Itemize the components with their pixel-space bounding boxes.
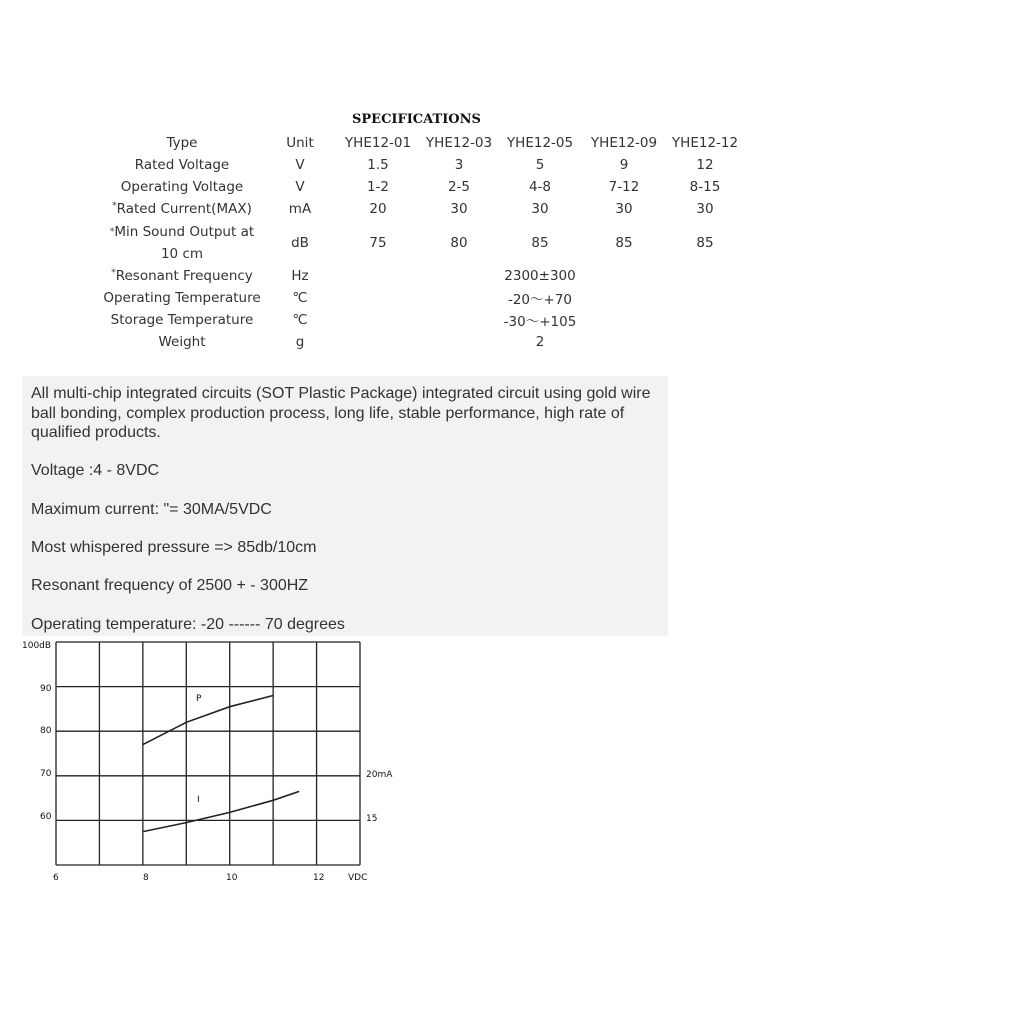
value-cell: 2 — [535, 334, 545, 350]
param-label: Resonant Frequency — [115, 268, 253, 284]
header-model: YHE12-05 — [506, 135, 574, 151]
header-model: YHE12-01 — [344, 135, 412, 151]
unit-cell: g — [295, 334, 305, 350]
param-cell — [100, 265, 264, 287]
description-box — [22, 376, 668, 636]
value-cell: 85 — [696, 234, 714, 251]
description-max-current: Maximum current: "= 30MA/5VDC — [31, 501, 272, 518]
header-unit: Unit — [286, 135, 314, 151]
description-resonant: Resonant frequency of 2500 + - 300HZ — [31, 577, 309, 594]
right-axis-label: 15 — [366, 814, 378, 824]
table-row — [100, 265, 744, 287]
param-cell — [100, 220, 264, 265]
value-cell: 5 — [535, 157, 545, 173]
specifications-table — [100, 132, 744, 353]
param-label: Operating Voltage — [120, 179, 244, 195]
value-cell: 75 — [369, 234, 387, 251]
header-model: YHE12-03 — [425, 135, 493, 151]
table-row — [100, 154, 744, 176]
series-line-i — [143, 791, 299, 831]
value-cell: 12 — [696, 157, 714, 173]
y-tick-label: 70 — [40, 769, 52, 779]
table-row — [100, 331, 744, 353]
x-tick-label: 6 — [53, 873, 59, 883]
param-label: Rated Current(MAX) — [116, 201, 252, 217]
table-row — [100, 309, 744, 331]
value-cell: 20 — [369, 201, 387, 217]
param-label: Min Sound Output at 10 cm — [114, 223, 255, 262]
value-cell: 30 — [531, 201, 549, 217]
footnote-star: * — [109, 226, 115, 237]
right-axis-label: 20mA — [366, 770, 393, 780]
x-axis-unit-label: VDC — [348, 873, 368, 883]
value-cell: 1.5 — [367, 157, 389, 173]
header-model: YHE12-09 — [590, 135, 658, 151]
param-label: Storage Temperature — [110, 312, 254, 328]
chart-grid — [56, 642, 360, 865]
series-line-p — [143, 696, 273, 745]
series-label-p: P — [196, 694, 202, 704]
unit-cell: ℃ — [292, 290, 308, 306]
unit-cell: dB — [291, 234, 309, 251]
value-cell: 8-15 — [689, 179, 721, 195]
param-label: Rated Voltage — [134, 157, 230, 173]
value-cell: 3 — [454, 157, 464, 173]
description-intro: All multi-chip integrated circuits (SOT Plastic Package) integrated circuit using gold wire ball bonding, complex production process, long life, stable performance, high rate of qualified products. — [31, 385, 651, 441]
description-pressure: Most whispered pressure => 85db/10cm — [31, 539, 317, 556]
value-cell: 2300±300 — [504, 268, 576, 284]
value-cell: 80 — [450, 234, 468, 251]
specifications-title: SPECIFICATIONS — [352, 112, 481, 127]
x-tick-label: 8 — [143, 873, 149, 883]
description-voltage: Voltage :4 - 8VDC — [31, 462, 160, 479]
series-label-i: I — [197, 795, 200, 805]
table-row — [100, 287, 744, 309]
param-cell — [100, 198, 264, 220]
unit-cell: mA — [288, 201, 312, 217]
unit-cell: V — [295, 157, 305, 173]
value-cell: 85 — [615, 234, 633, 251]
param-label: Operating Temperature — [103, 290, 261, 306]
footnote-star: * — [111, 268, 116, 278]
table-row — [100, 198, 744, 220]
description-temperature: Operating temperature: -20 ------ 70 degrees — [31, 616, 345, 633]
header-type: Type — [166, 135, 198, 151]
table-row — [100, 220, 744, 265]
value-cell: 85 — [531, 234, 549, 251]
x-tick-label: 12 — [313, 873, 325, 883]
y-tick-label: 80 — [40, 726, 52, 736]
value-cell: -30～+105 — [503, 314, 577, 330]
value-cell: 7-12 — [608, 179, 640, 195]
unit-cell: ℃ — [292, 312, 308, 328]
unit-cell: V — [295, 179, 305, 195]
value-cell: 30 — [615, 201, 633, 217]
y-tick-label: 100dB — [22, 641, 52, 651]
table-row — [100, 176, 744, 198]
unit-cell: Hz — [291, 268, 309, 284]
param-label: Weight — [158, 334, 206, 350]
value-cell: 2-5 — [447, 179, 471, 195]
table-header-row — [100, 132, 744, 154]
value-cell: 9 — [619, 157, 629, 173]
y-tick-label: 60 — [40, 812, 52, 822]
value-cell: 30 — [450, 201, 468, 217]
x-tick-label: 10 — [226, 873, 238, 883]
value-cell: 30 — [696, 201, 714, 217]
value-cell: 1-2 — [366, 179, 390, 195]
footnote-star: * — [112, 201, 117, 211]
sound-output-chart — [0, 636, 420, 896]
header-model: YHE12-12 — [671, 135, 739, 151]
value-cell: 4-8 — [528, 179, 552, 195]
y-tick-label: 90 — [40, 684, 52, 694]
value-cell: -20～+70 — [507, 292, 573, 308]
